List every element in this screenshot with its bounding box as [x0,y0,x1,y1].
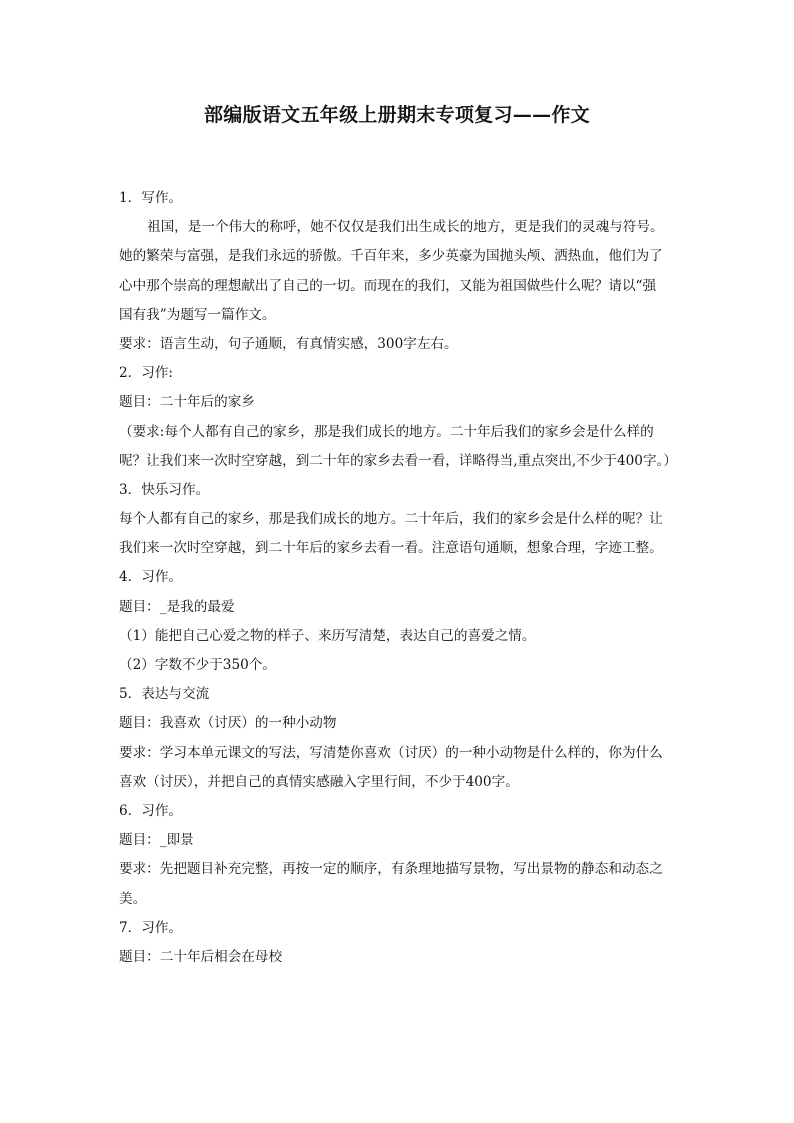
paragraph-line: 心中那个崇高的理想献出了自己的一切。而现在的我们，又能为祖国做些什么呢？请以“强 [119,277,657,294]
requirement-line: 要求：先把题目补充完整，再按一定的顺序，有条理地描写景物，写出景物的静态和动态之 [119,861,663,878]
question-heading: 7．习作。 [119,919,183,936]
topic-line: 题目：_是我的最爱 [119,598,235,615]
question-heading: 4．习作。 [119,569,183,586]
question-heading: 5．表达与交流 [119,686,210,703]
topic-line: 题目：二十年后相会在母校 [119,948,283,965]
requirement-line: 呢？让我们来一次时空穿越，到二十年的家乡去看一看，详略得当,重点突出,不少于400字。） [119,452,677,469]
requirement-line: （2）字数不少于350个。 [119,657,276,673]
question-heading: 1．写作。 [119,190,183,206]
requirement-line: 喜欢（讨厌），并把自己的真情实感融入字里行间，不少于400字。 [119,773,519,790]
paragraph-line: 我们来一次时空穿越，到二十年后的家乡去看一看。注意语句通顺，想象合理，字迹工整。 [119,540,663,557]
topic-line: 题目：我喜欢（讨厌）的一种小动物 [119,715,337,732]
topic-line: 题目：二十年后的家乡 [119,394,255,411]
question-heading: 2．习作: [119,365,174,382]
requirement-line: （要求:每个人都有自己的家乡，那是我们成长的地方。二十年后我们的家乡会是什么样的 [119,423,654,440]
requirement-line: 要求：语言生动，句子通顺，有真情实感，300字左右。 [119,335,458,352]
requirement-line: 要求：学习本单元课文的写法，写清楚你喜欢（讨厌）的一种小动物是什么样的，你为什么 [119,744,663,761]
requirement-line: 美。 [119,890,147,907]
requirement-line: （1）能把自己心爱之物的样子、来历写清楚，表达自己的喜爱之情。 [119,627,536,644]
topic-line: 题目：_即景 [119,832,194,849]
paragraph-line: 她的繁荣与富强，是我们永远的骄傲。千百年来，多少英豪为国抛头颅、洒热血，他们为了 [119,248,663,265]
document-title: 部编版语文五年级上册期末专项复习——作文 [203,104,590,126]
document-body [119,184,689,972]
question-heading: 6．习作。 [119,802,183,819]
question-heading: 3．快乐习作。 [119,481,210,498]
paragraph-line: 每个人都有自己的家乡，那是我们成长的地方。二十年后，我们的家乡会是什么样的呢？让 [119,511,663,528]
paragraph-line: 祖国，是一个伟大的称呼，她不仅仅是我们出生成长的地方，更是我们的灵魂与符号。 [147,219,664,236]
paragraph-line: 国有我”为题写一篇作文。 [119,306,276,323]
